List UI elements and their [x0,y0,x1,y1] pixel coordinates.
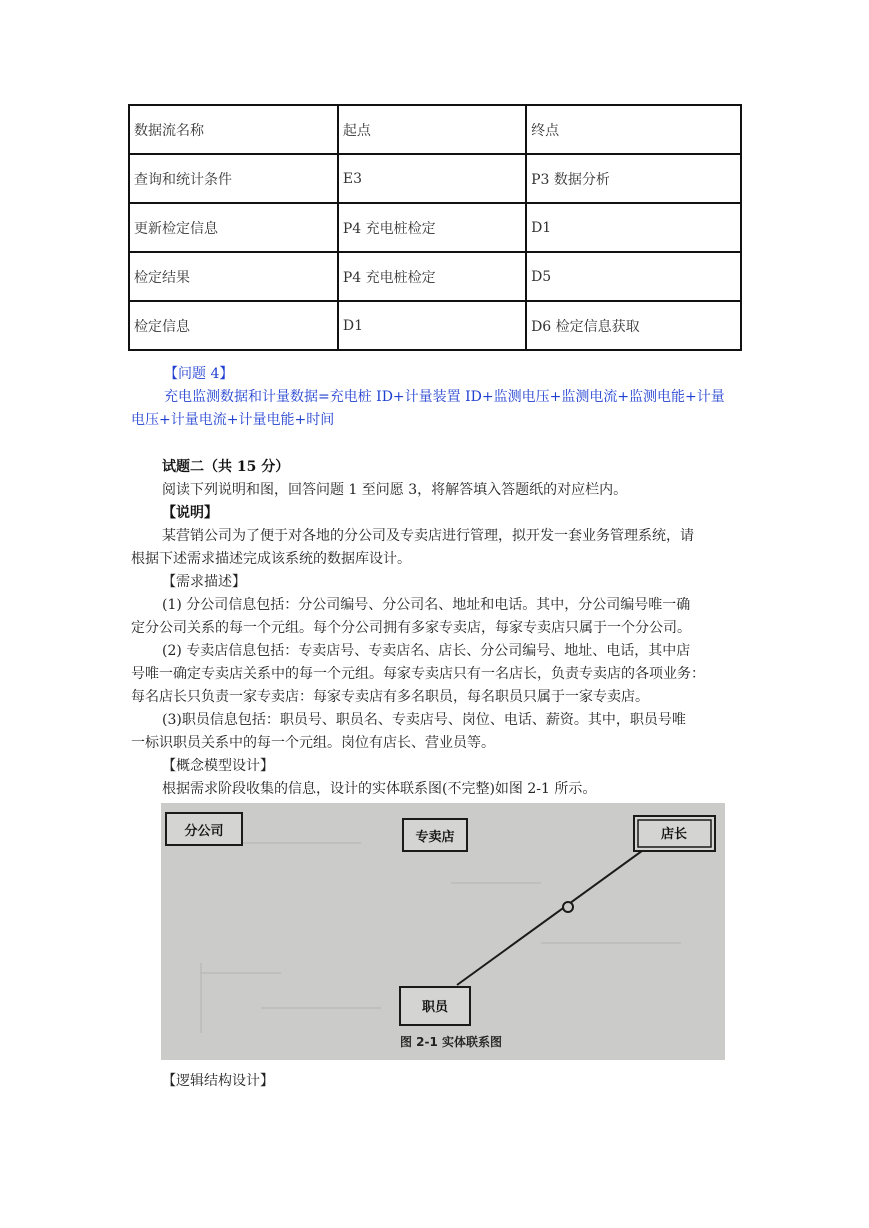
relationship-diamond-marker [563,902,573,912]
table-cell: P4 充电桩检定 [338,252,526,301]
explain-heading: 【说明】 [162,505,218,521]
logic-heading: 【逻辑结构设计】 [162,1073,274,1089]
relationship-line [457,835,664,985]
table-header-row [129,105,741,154]
table-cell: D1 [338,301,526,350]
table-row [129,154,741,203]
entity-store-label: 专卖店 [415,830,455,845]
table-row [129,252,741,301]
table-cell: D6 检定信息获取 [526,301,741,350]
table-cell: P3 数据分析 [526,154,741,203]
table-row [129,301,741,350]
concept-line: 根据需求阶段收集的信息，设计的实体联系图(不完整)如图 2-1 所示。 [162,781,597,797]
exam-intro: 阅读下列说明和图，回答问题 1 至问愿 3，将解答填入答题纸的对应栏内。 [162,482,628,498]
exam-title: 试题二（共 15 分） [162,459,290,475]
table-row [129,203,741,252]
explain-line: 某营销公司为了便于对各地的分公司及专卖店进行管理，拟开发一套业务管理系统，请 [162,528,694,544]
table-cell: 检定结果 [129,252,338,301]
table-cell: 更新检定信息 [129,203,338,252]
requirement-line: 定分公司关系的每一个元组。每个分公司拥有多家专卖店，每家专卖店只属于一个分公司。 [131,620,691,636]
figure-caption: 图 2-1 实体联系图 [399,1035,503,1049]
header-cell: 数据流名称 [129,105,338,154]
question4-answer-line2: 电压+计量电流+计量电能+时间 [131,412,335,428]
question4-answer-line1: 充电监测数据和计量数据=充电桩 ID+计量装置 ID+监测电压+监测电流+监测电能+计量 [164,389,725,405]
requirement-heading: 【需求描述】 [162,574,246,590]
dataflow-table [128,104,742,351]
requirement-line: (3)职员信息包括：职员号、职员名、专卖店号、岗位、电话、薪资。其中，职员号唯 [162,712,686,728]
requirement-line: (1) 分公司信息包括：分公司编号、分公司名、地址和电话。其中，分公司编号唯一确 [162,597,691,613]
table-cell: D5 [526,252,741,301]
table-cell: D1 [526,203,741,252]
concept-heading: 【概念模型设计】 [162,758,274,774]
header-cell: 终点 [526,105,741,154]
requirement-line: (2) 专卖店信息包括：专卖店号、专卖店名、店长、分公司编号、地址、电话，其中店 [162,643,691,659]
table-cell: 查询和统计条件 [129,154,338,203]
explain-line: 根据下述需求描述完成该系统的数据库设计。 [131,551,411,567]
requirement-line: 每名店长只负责一家专卖店：每家专卖店有多名职员，每名职员只属于一家专卖店。 [131,689,649,705]
entity-branch-label: 分公司 [184,824,224,839]
question4-heading: 【问题 4】 [164,366,234,382]
er-diagram [161,803,725,1060]
entity-manager-label: 店长 [660,827,688,842]
er-diagram-figure [161,803,725,1060]
table-cell: E3 [338,154,526,203]
header-cell: 起点 [338,105,526,154]
entity-staff-label: 职员 [421,1000,449,1015]
table-cell: 检定信息 [129,301,338,350]
requirement-line: 号唯一确定专卖店关系中的每一个元组。每家专卖店只有一名店长，负责专卖店的各项业务： [131,666,705,682]
table-cell: P4 充电桩检定 [338,203,526,252]
requirement-line: 一标识职员关系中的每一个元组。岗位有店长、营业员等。 [131,735,495,751]
